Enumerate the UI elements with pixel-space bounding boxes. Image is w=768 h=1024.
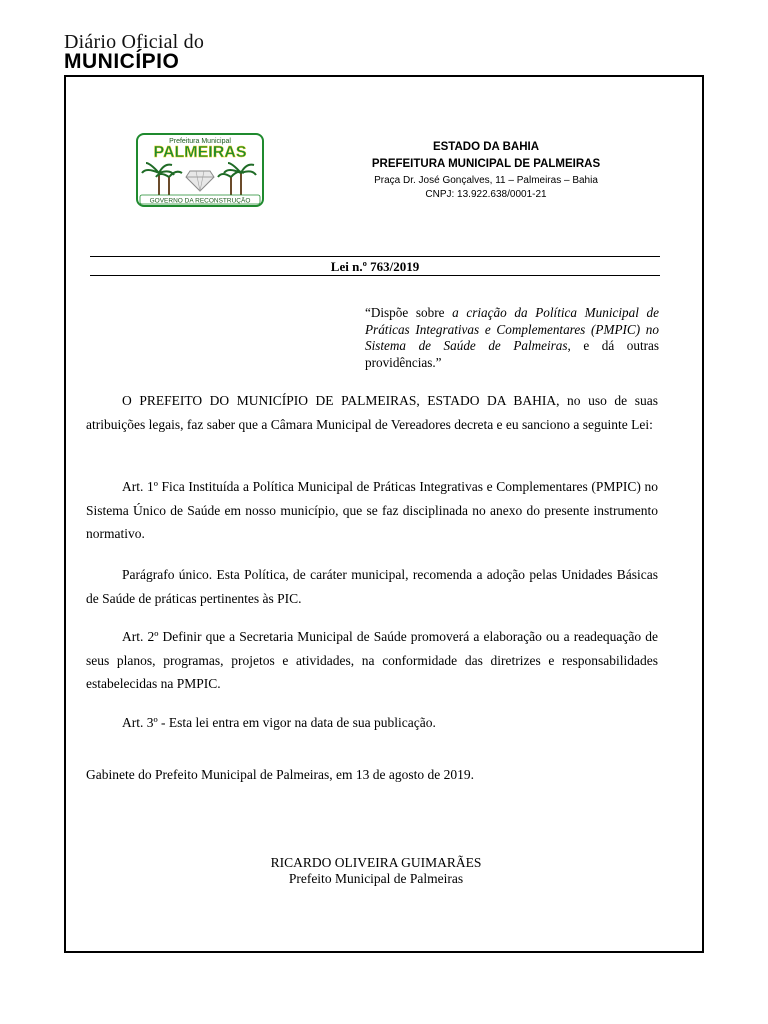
summary-open: “Dispõe sobre — [365, 305, 453, 320]
law-title: Lei n.º 763/2019 — [330, 259, 420, 274]
sole-paragraph: Parágrafo único. Esta Política, de caráter municipal, recomenda a adoção pelas Unidades Básicas de Saúde de práticas pertinentes às PIC. — [86, 567, 658, 606]
prefecture-name: PREFEITURA MUNICIPAL DE PALMEIRAS — [371, 158, 601, 170]
law-summary — [365, 305, 659, 371]
article-2-paragraph: Art. 2º Definir que a Secretaria Municipal de Saúde promoverá a elaboração ou a readequação de seus planos, programas, projetos e atividades, na conformidade das diretrizes e responsabilidades estabelecidas na PMPIC. — [86, 629, 658, 691]
signatory-name: RICARDO OLIVEIRA GUIMARÃES — [270, 855, 482, 870]
closing-date-paragraph: Gabinete do Prefeito Municipal de Palmeiras, em 13 de agosto de 2019. — [86, 767, 475, 782]
summary-italic: a criação da Política Municipal de Práticas Integrativas e Complementares (PMPIC) no Sistema de Saúde de Palmeiras — [365, 305, 659, 354]
logo-top-text: Prefeitura Municipal — [169, 138, 231, 145]
document-frame — [64, 75, 704, 953]
title-rule-top — [90, 256, 660, 257]
preamble-paragraph: O PREFEITO DO MUNICÍPIO DE PALMEIRAS, ESTADO DA BAHIA, no uso de suas atribuições legais, faz saber que a Câmara Municipal de Vereadores decreta e eu sanciono a seguinte Lei: — [86, 393, 658, 432]
logo-name: PALMEIRAS — [153, 144, 247, 161]
title-rule-bottom — [90, 275, 660, 276]
article-1-paragraph: Art. 1º Fica Instituída a Política Municipal de Práticas Integrativas e Complementares (PMPIC) no Sistema Único de Saúde em nosso município, que se faz disciplinada no anexo do presente instrumento normativo. — [86, 479, 658, 541]
masthead-line2: MUNICÍPIO — [64, 50, 180, 73]
masthead — [64, 32, 264, 72]
masthead-line1: Diário Oficial do — [64, 31, 205, 53]
letterhead — [226, 139, 746, 202]
signature-block — [90, 855, 662, 887]
summary-close: , e dá outras providências.” — [365, 338, 660, 370]
prefecture-cnpj: CNPJ: 13.922.638/0001-21 — [425, 189, 547, 200]
prefecture-address: Praça Dr. José Gonçalves, 11 – Palmeiras – Bahia — [374, 175, 598, 186]
logo-bottom-text: GOVERNO DA RECONSTRUÇÃO — [149, 197, 251, 205]
signatory-role: Prefeito Municipal de Palmeiras — [288, 871, 464, 886]
article-3-paragraph: Art. 3º - Esta lei entra em vigor na data de sua publicação. — [122, 715, 436, 730]
state-name: ESTADO DA BAHIA — [432, 141, 540, 153]
